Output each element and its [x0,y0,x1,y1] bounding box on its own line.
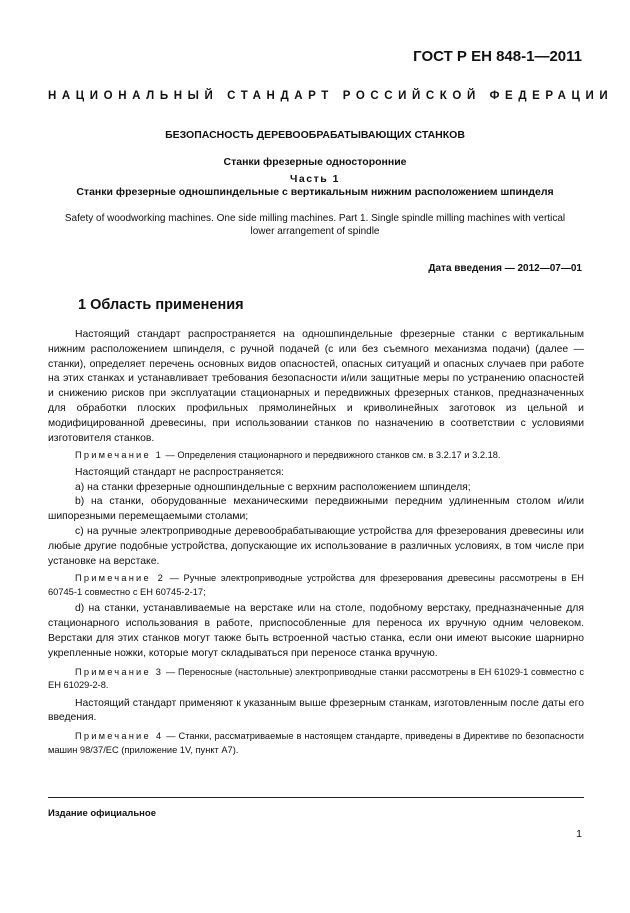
note-4-label: Примечание 4 [75,731,164,742]
english-title: Safety of woodworking machines. One side milling machines. Part 1. Single spindle milling machines with vertical lower arrangement of spindle [64,213,566,237]
exclusions-intro: Настоящий стандарт не распространяется: [75,466,284,478]
scope-paragraph: Настоящий стандарт распространяется на одношпиндельные фрезерные станки с вертикальным нижним расположением шпинделя, с ручной подачей (с или без съемного механизма подачи) (далее — станки), определяет перечень основных видов опасностей, опасных ситуаций и опасных случаев при работе на этих станках и устанавливает требования безопасности и/или защитные меры по устранению опасностей и снижению рисков при эксплуатации стационарных и передвижных фрезерных станков, предназначенных для обработки плоских профильных прямолинейных и криволинейных заготовок из цельной и модифицированной древесины, при использовании станков по назначению в соответствии с условиями изготовителя станков. [48,329,584,444]
note-3-text: — Переносные (настольные) электроприводные станки рассмотрены в ЕН 61029-1 совместно с ЕН 61029-2-8. [48,666,584,691]
note-4-text: — Станки, рассматриваемые в настоящем стандарте, приведены в Директиве по безопасности машин 98/37/ЕС (приложение 1V, пункт А7). [48,731,584,755]
application-paragraph: Настоящий стандарт применяют к указанным выше фрезерным станкам, изготовленным после даты его введения. [48,697,584,724]
note-4 [48,730,584,757]
introduction-date: Дата введения — 2012—07—01 [428,263,582,274]
note-3-label: Примечание 3 [75,666,164,677]
official-edition-label: Издание официальное [48,808,156,819]
exclusion-item-b: b) на станки, оборудованные механическими передвижными передним удлиненным столом и/или шипорезными перемещаемыми столами; [48,496,584,523]
note-2-text: — Ручные электроприводные устройства для фрезерования древесины рассмотрены в ЕН 60745-1 совместно с ЕН 60745-2-17; [48,573,585,597]
section-heading: 1 Область применения [78,297,244,313]
section-body [48,328,584,760]
national-standard-header: НАЦИОНАЛЬНЫЙ СТАНДАРТ РОССИЙСКОЙ ФЕДЕРАЦИИ [48,90,614,102]
document-number: ГОСТ Р ЕН 848-1—2011 [413,48,582,65]
subtitle: Станки фрезерные односторонние [223,156,407,168]
note-1 [48,449,584,463]
page-number: 1 [576,828,582,840]
exclusion-item-c: с) на ручные электроприводные деревообрабатывающие устройства для фрезерования древесины или любые другие подобные устройства, допускающие их использование в различных условиях, в том числе при установке на верстаке. [48,526,584,567]
note-2 [48,572,584,599]
note-1-text: — Определения стационарного и передвижного станков см. в 3.2.17 и 3.2.18. [162,450,501,461]
footer-divider [48,797,584,798]
note-2-label: Примечание 2 [75,573,166,584]
part-label: Часть 1 [290,173,340,185]
note-3 [48,666,584,693]
part-title: Станки фрезерные одношпиндельные с вертикальным нижним расположением шпинделя [76,186,554,198]
note-1-label: Примечание 1 [75,450,163,461]
exclusion-item-a: а) на станки фрезерные одношпиндельные с верхним расположением шпинделя; [75,481,471,493]
main-title: БЕЗОПАСНОСТЬ ДЕРЕВООБРАБАТЫВАЮЩИХ СТАНКОВ [165,129,465,141]
exclusion-item-d: d) на станки, устанавливаемые на верстаке или на столе, подобному верстаку, предназначенные для стационарного использования в работе, приспособленные для переноса их вручную одним человеком. Верстаки для этих станков могут также быть встроенной частью станка, если они имеют высокие шарнирно укрепленные ножки, которые могут складываться при переносе станка вручную. [48,603,584,659]
